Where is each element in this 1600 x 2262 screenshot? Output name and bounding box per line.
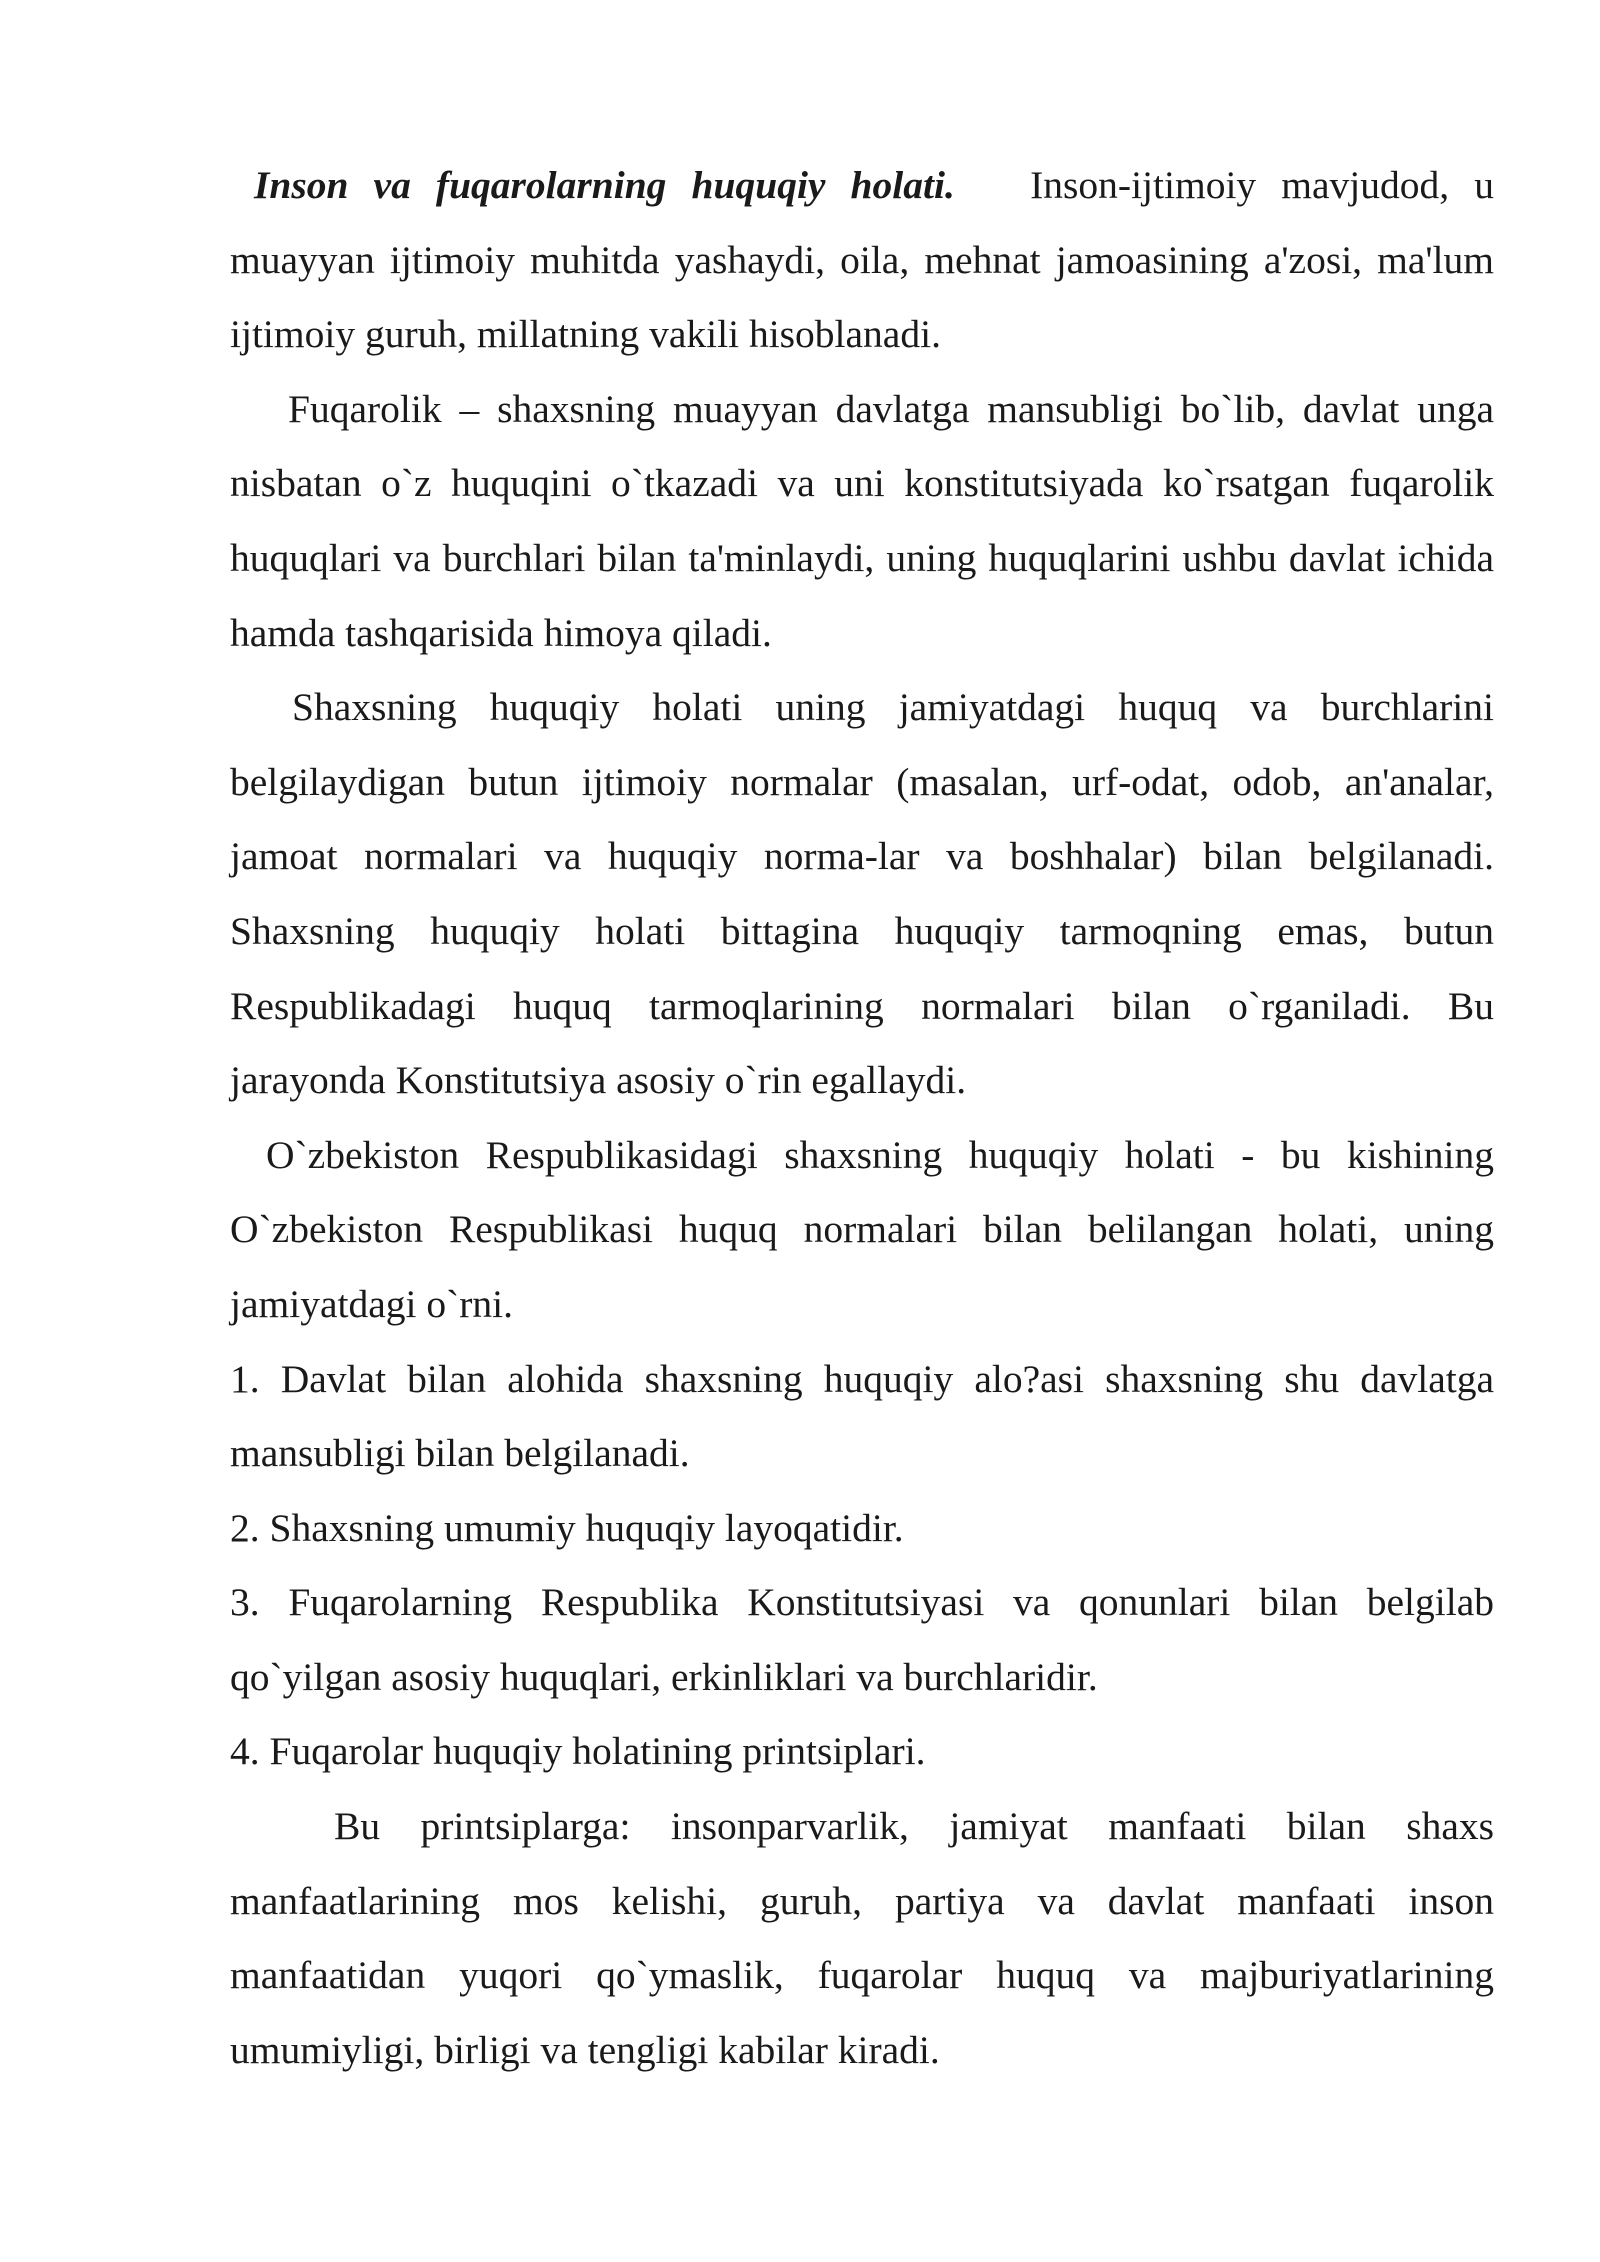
list-item-number: 4. — [230, 1729, 260, 1774]
list-item-3 — [230, 1565, 1494, 1714]
list-item-text: Shaxsning umumiy huquqiy layoqatidir. — [269, 1505, 904, 1550]
paragraph-intro-text: Inson-ijtimoiy mavjudod, u muayyan ijtimoiy muhitda yashaydi, oila, mehnat jamoasining a'zosi, ma'lum ijtimoiy guruh, millatning vakili hisoblanadi. — [230, 163, 1495, 357]
list-item-2 — [230, 1491, 1494, 1566]
paragraph-legal-status: Shaxsning huquqiy holati uning jamiyatdagi huquq va burchlarini belgilaydigan butun ijtimoiy normalar (masalan, urf-odat, odob, an'analar, jamoat normalari va huquqiy norma-lar va boshhalar) bilan belgilanadi. Shaxsning huquqiy holati bittagina huquqiy tarmoqning emas, butun Respublikadagi huquq tarmoqlarining normalari bilan o`rganiladi. Bu jarayonda Konstitutsiya asosiy o`rin egallaydi. — [230, 685, 1494, 1103]
list-item-number: 3. — [230, 1580, 260, 1625]
paragraph-uzbekistan-status: O`zbekiston Respublikasidagi shaxsning huquqiy holati - bu kishining O`zbekiston Respublikasi huquq normalari bilan belilangan holati, uning jamiyatdagi o`rni. — [230, 1132, 1494, 1326]
list-item-number: 2. — [230, 1505, 260, 1550]
list-item-text: Fuqarolarning Respublika Konstitutsiyasi va qonunlari bilan belgilab qo`yilgan asosiy huquqlari, erkinliklari va burchlaridir. — [230, 1580, 1494, 1699]
paragraph-principles: Bu printsiplarga: insonparvarlik, jamiyat manfaati bilan shaxs manfaatlarining mos kelishi, guruh, partiya va davlat manfaati inson manfaatidan yuqori qo`ymaslik, fuqarolar huquq va majburiyatlarining umumiyligi, birligi va tengligi kabilar kiradi. — [230, 1804, 1494, 2072]
document-page — [230, 148, 1494, 2087]
section-title: Inson va fuqarolarning huquqiy holati. — [254, 163, 955, 207]
list-item-4 — [230, 1714, 1494, 1789]
list-item-1 — [230, 1342, 1494, 1491]
paragraph-citizenship: Fuqarolik – shaxsning muayyan davlatga mansubligi bo`lib, davlat unga nisbatan o`z huquqini o`tkazadi va uni konstitutsiyada ko`rsatgan fuqarolik huquqlari va burchlari bilan ta'minlaydi, uning huquqlarini ushbu davlat ichida hamda tashqarisida himoya qiladi. — [230, 386, 1494, 655]
paragraph-intro — [230, 148, 1494, 372]
list-item-number: 1. — [230, 1356, 260, 1401]
list-item-text: Davlat bilan alohida shaxsning huquqiy alo?asi shaxsning shu davlatga mansubligi bilan belgilanadi. — [230, 1356, 1495, 1476]
list-item-text: Fuqarolar huquqiy holatining printsiplari. — [269, 1729, 926, 1774]
